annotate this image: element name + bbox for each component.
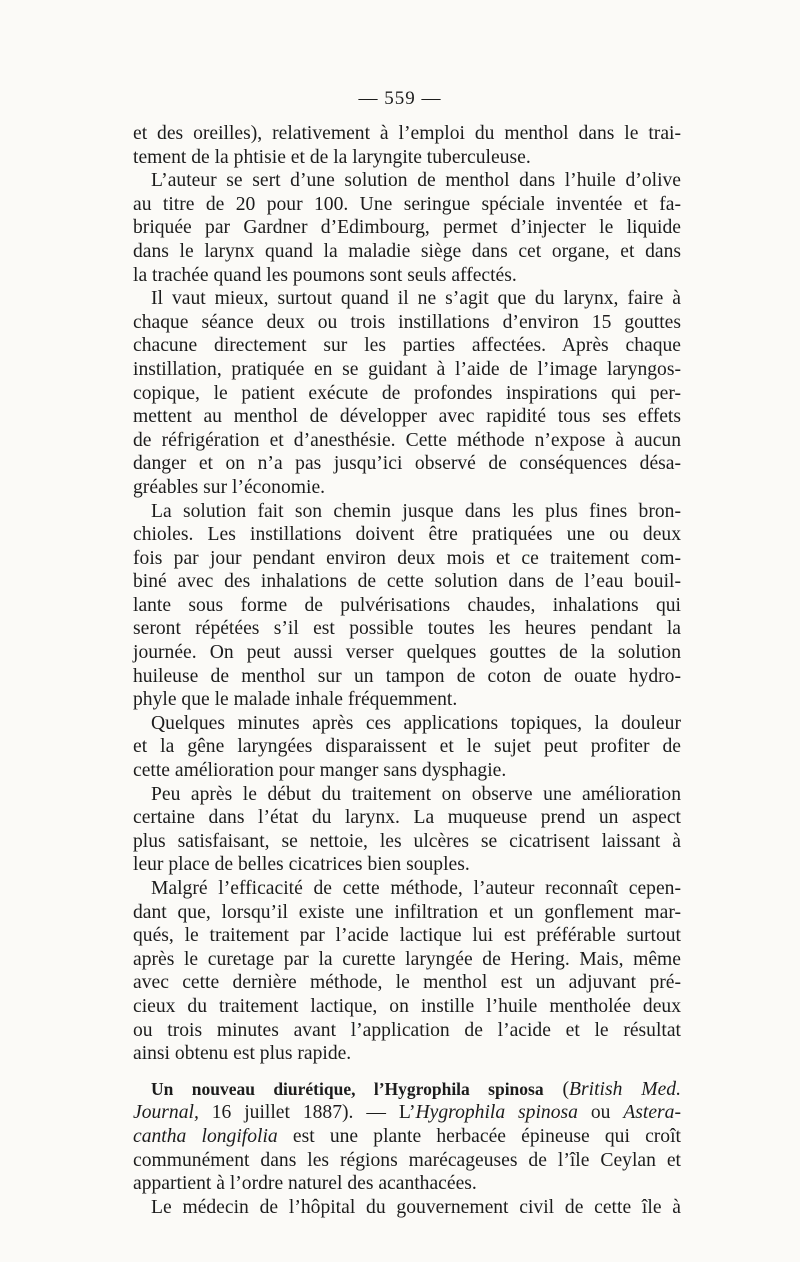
- synonym-name-cont: cantha longifolia: [133, 1125, 278, 1147]
- text-line: après le curetage par la curette laryngée de Hering. Mais, même: [133, 948, 681, 970]
- text-line: danger et on n’a pas jusqu’ici observé de conséquences désa-: [133, 453, 681, 475]
- text-line: chacune directement sur les parties affectées. Après chaque: [133, 335, 681, 357]
- text-line: Peu après le début du traitement on observe une amélioration: [151, 783, 681, 805]
- text-line: seront répétées s’il est possible toutes les heures pendant la: [133, 618, 681, 640]
- text-line: cieux du traitement lactique, on instille l’huile mentholée deux: [133, 995, 681, 1017]
- text-line: cette amélioration pour manger sans dysphagie.: [133, 760, 507, 782]
- text-line: Le médecin de l’hôpital du gouvernement civil de cette île à: [151, 1196, 681, 1218]
- journal-name-cont: Journal,: [133, 1102, 199, 1124]
- text-line: biné avec des inhalations de cette solution dans de l’eau bouil-: [133, 571, 681, 593]
- text-line: et des oreilles), relativement à l’emploi du menthol dans le trai-: [133, 123, 681, 144]
- text-line: avec cette dernière méthode, le menthol est un adjuvant pré-: [133, 972, 681, 994]
- text-line: copique, le patient exécute de profondes inspirations qui per-: [133, 382, 681, 404]
- text-line: Malgré l’efficacité de cette méthode, l’auteur reconnaît cepen-: [151, 878, 681, 899]
- text-line: fois par jour pendant environ deux mois et ce traitement com-: [133, 547, 681, 569]
- text-line: L’auteur se sert d’une solution de menthol dans l’huile d’olive: [151, 170, 681, 192]
- text-line: briquée par Gardner d’Edimbourg, permet d’injecter le liquide: [133, 217, 681, 239]
- text-line: plus satisfaisant, se nettoie, les ulcères se cicatrisent laissant à: [133, 830, 681, 852]
- text-line: leur place de belles cicatrices bien souples.: [133, 854, 470, 876]
- text-line: chioles. Les instillations doivent être pratiquées une ou deux: [133, 524, 681, 546]
- text-line: ainsi obtenu est plus rapide.: [133, 1043, 352, 1065]
- text-line: Il vaut mieux, surtout quand il ne s’agit que du larynx, faire à: [151, 288, 681, 310]
- text-line: mettent au menthol de développer avec rapidité tous ses effets: [133, 406, 681, 428]
- text-line: de réfrigération et d’anesthésie. Cette méthode n’expose à aucun: [133, 429, 681, 451]
- text-line: dant que, lorsqu’il existe une infiltration et un gonflement mar-: [133, 901, 681, 923]
- description-text: est une plante herbacée épineuse qui croît: [277, 1125, 681, 1147]
- synonym-name: Astera-: [623, 1102, 681, 1124]
- text-line: gréables sur l’économie.: [133, 476, 326, 498]
- text-line: ou trois minutes avant l’application de l’acide et le résultat: [133, 1019, 681, 1041]
- connector-text: ou: [577, 1102, 624, 1124]
- text-line: et la gêne laryngées disparaissent et le sujet peut profiter de: [133, 736, 681, 758]
- text-line: chaque séance deux ou trois instillations d’environ 15 gouttes: [133, 311, 681, 333]
- text-line: [133, 1125, 681, 1149]
- text-line: certaine dans l’état du larynx. La muqueuse prend un aspect: [133, 807, 681, 829]
- section-heading-line: [133, 1078, 681, 1102]
- citation-open-paren: (: [562, 1078, 570, 1100]
- text-line: instillation, pratiquée en se guidant à l’aide de l’image laryngos-: [133, 358, 681, 380]
- journal-name: British Med.: [569, 1078, 681, 1100]
- text-line: [133, 1101, 681, 1125]
- text-line: huileuse de menthol sur un tampon de coton de ouate hydro-: [133, 665, 681, 687]
- text-line: tement de la phtisie et de la laryngite tuberculeuse.: [133, 146, 531, 168]
- text-line: appartient à l’ordre naturel des acanthacées.: [133, 1173, 477, 1195]
- text-line: phyle que le malade inhale fréquemment.: [133, 689, 458, 711]
- section-heading: Un nouveau diurétique, l’Hygrophila spinosa: [151, 1078, 544, 1099]
- citation-date: 16 juillet 1887). — L’: [198, 1102, 416, 1124]
- species-name: Hygrophila spinosa: [415, 1102, 578, 1124]
- page-number: — 559 —: [358, 88, 442, 109]
- text-line: communément dans les régions marécageuses de l’île Ceylan et: [133, 1149, 681, 1171]
- text-line: Quelques minutes après ces applications topiques, la douleur: [151, 712, 681, 734]
- text-line: La solution fait son chemin jusque dans les plus fines bron-: [151, 500, 681, 522]
- text-line: lante sous forme de pulvérisations chaudes, inhalations qui: [133, 594, 681, 616]
- text-line: la trachée quand les poumons sont seuls affectés.: [133, 264, 517, 286]
- text-line: qués, le traitement par l’acide lactique lui est préférable surtout: [133, 925, 681, 947]
- text-line: au titre de 20 pour 100. Une seringue spéciale inventée et fa-: [133, 193, 681, 215]
- body-text: [133, 122, 681, 1219]
- text-line: journée. On peut aussi verser quelques gouttes de la solution: [133, 642, 681, 664]
- text-line: dans le larynx quand la maladie siège dans cet organe, et dans: [133, 240, 681, 262]
